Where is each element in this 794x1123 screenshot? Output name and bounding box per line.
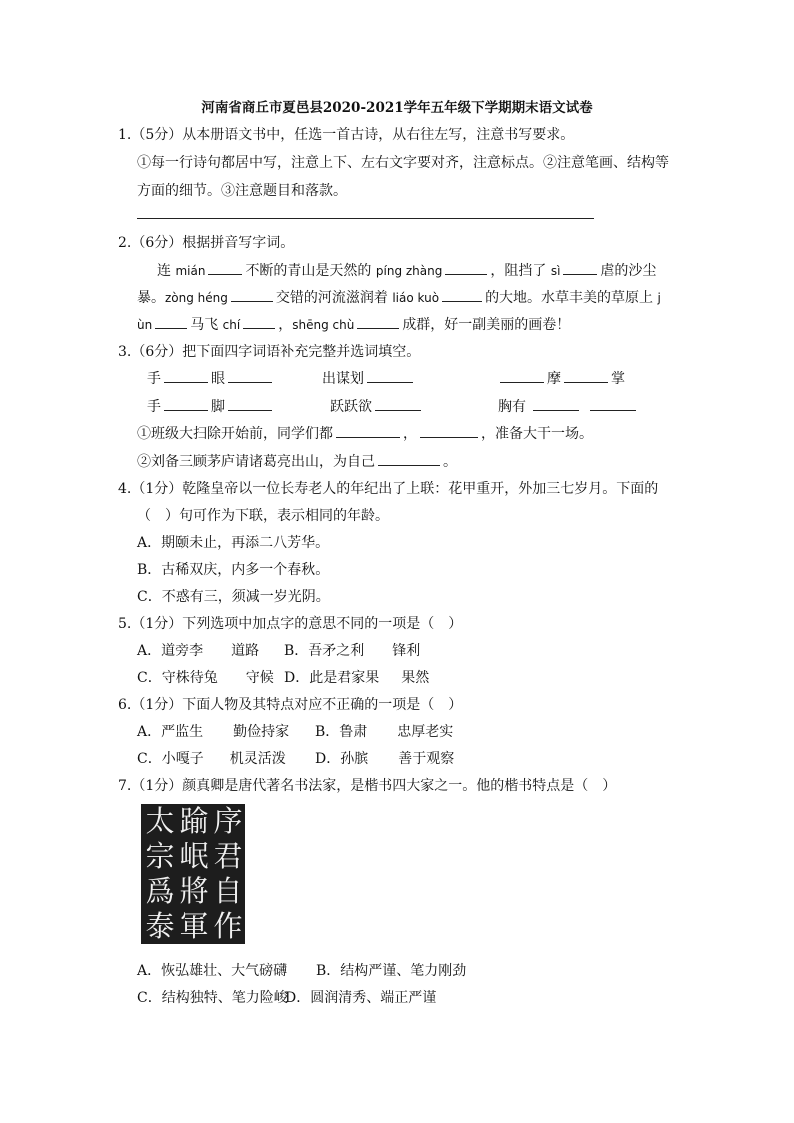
q3-stem: 3.（6分）把下面四字词语补充完整并选词填空。	[118, 344, 421, 360]
q4-stem: 4.（1分）乾隆皇帝以一位长寿老人的年纪出了上联：花甲重开，外加三七岁月。下面的	[118, 481, 659, 497]
q4-stem-line2: （ ）句可作为下联，表示相同的年龄。	[137, 508, 389, 524]
q6-option-c[interactable]	[137, 748, 286, 768]
idiom1-char2: 眼	[211, 371, 225, 387]
q6-option-a[interactable]	[137, 721, 289, 741]
idiom1-blank2[interactable]	[228, 368, 272, 383]
pinyin-si: sì	[550, 264, 561, 278]
q3-idiom-1	[147, 368, 275, 388]
pinyin-mian: mián	[175, 264, 206, 278]
q2-line2	[137, 287, 661, 307]
calligraphy-image	[141, 804, 245, 944]
q5-stem: 5.（1分）下列选项中加点字的意思不同的一项是（ ）	[118, 616, 463, 632]
blank-jun[interactable]	[155, 314, 187, 329]
q5-option-d[interactable]	[284, 667, 429, 687]
idiom3-char1: 摩	[547, 371, 561, 387]
pinyin-shengchu: shēng chù	[292, 318, 355, 332]
q3-idiom-2	[322, 368, 416, 388]
q2-l2-c: 的大地。水草丰美的草原上	[485, 290, 654, 306]
idiom1-blank1[interactable]	[164, 368, 208, 383]
q7-option-d[interactable]: D．圆润清秀、端正严谨	[285, 990, 437, 1006]
calligraphy-char: 太	[145, 804, 175, 838]
calligraphy-column-2	[177, 804, 211, 944]
q2-l1-b: 不断的青山是天然的	[245, 263, 372, 279]
q3-s2-blank[interactable]	[378, 451, 440, 466]
q2-l2-b: 交错的河流滋润着	[275, 290, 388, 306]
q3-s1-b: ，	[403, 426, 417, 442]
q5-option-c[interactable]	[137, 667, 274, 687]
q1-requirement-line1: ①每一行诗句都居中写，注意上下、左右文字要对齐，注意标点。②注意笔画、结构等	[137, 155, 669, 171]
idiom6-blank1[interactable]	[533, 396, 579, 411]
q6-b-trait: 忠厚老实	[397, 724, 454, 740]
q3-sentence-1	[137, 423, 593, 443]
idiom4-char2: 脚	[211, 399, 225, 415]
pinyin-zongheng: zòng héng	[165, 291, 228, 305]
idiom4-blank2[interactable]	[228, 396, 272, 411]
q3-s1-a: ①班级大扫除开始前，同学们都	[137, 426, 333, 442]
q6-stem: 6.（1分）下面人物及其特点对应不正确的一项是（ ）	[118, 697, 463, 713]
q2-l1-d: 虐的沙尘	[600, 263, 657, 279]
q6-b-person: B．鲁肃	[315, 724, 368, 740]
idiom3-char2: 掌	[611, 371, 625, 387]
calligraphy-char: 作	[213, 909, 243, 943]
q3-s1-c: ，准备大干一场。	[481, 426, 593, 442]
q7-option-c[interactable]: C．结构独特、笔力险峻	[137, 990, 288, 1006]
q5-c-text: C．守株待兔	[137, 670, 218, 686]
q6-c-person: C．小嘎子	[137, 751, 204, 767]
calligraphy-char: 序	[213, 804, 243, 838]
q5-b-text: B．吾矛之利	[284, 643, 365, 659]
q3-sentence-2	[137, 451, 457, 471]
q2-l3-b: ，	[278, 317, 293, 333]
q3-s2-a: ②刘备三顾茅庐请诸葛亮出山，为自己	[137, 454, 375, 470]
calligraphy-char: 岷	[179, 839, 209, 873]
calligraphy-column-3	[143, 804, 177, 944]
q3-idiom-4	[147, 396, 275, 416]
q3-s1-blank2[interactable]	[420, 423, 478, 438]
blank-mian[interactable]	[208, 260, 242, 275]
q5-d-text: D．此是君家果	[284, 670, 380, 686]
idiom2-text: 出谋划	[322, 371, 364, 387]
q2-l2-a: 暴。	[137, 290, 165, 306]
q2-l3-c: 成群，好一副美丽的画卷！	[402, 317, 571, 333]
calligraphy-column-1	[211, 804, 245, 944]
q3-s2-b: 。	[443, 454, 457, 470]
blank-shengchu[interactable]	[357, 314, 399, 329]
q5-a-text: A．道旁李	[137, 643, 204, 659]
q2-l1-a: 连	[157, 263, 176, 279]
calligraphy-char: 自	[213, 874, 243, 908]
calligraphy-char: 軍	[179, 909, 209, 943]
q7-option-a[interactable]: A．恢弘雄壮、大气磅礴	[137, 963, 288, 979]
q5-option-a[interactable]	[137, 640, 259, 660]
idiom5-blank[interactable]	[375, 396, 421, 411]
q2-l1-c: ，阻挡了	[490, 263, 547, 279]
q6-a-person: A．严监生	[137, 724, 204, 740]
q1-stem: 1.（5分）从本册语文书中，任选一首古诗，从右往左写，注意书写要求。	[118, 127, 575, 143]
idiom6-blank2[interactable]	[590, 396, 636, 411]
idiom3-blank2[interactable]	[564, 368, 608, 383]
exam-title: 河南省商丘市夏邑县2020-2021学年五年级下学期期末语文试卷	[201, 100, 593, 116]
q3-idiom-3	[497, 368, 625, 388]
q3-idiom-5	[330, 396, 424, 416]
idiom6-text: 胸有	[498, 399, 526, 415]
calligraphy-char: 將	[179, 874, 209, 908]
idiom4-char1: 手	[147, 399, 161, 415]
q6-c-trait: 机灵活泼	[229, 751, 286, 767]
q5-a-word: 道路	[231, 643, 260, 659]
calligraphy-char: 宗	[145, 839, 175, 873]
q7-stem: 7.（1分）颜真卿是唐代著名书法家，是楷书四大家之一。他的楷书特点是（ ）	[118, 778, 617, 794]
q5-option-b[interactable]	[284, 640, 420, 660]
q6-a-trait: 勤俭持家	[233, 724, 290, 740]
q1-requirement-line2: 方面的细节。③注意题目和落款。	[137, 183, 347, 199]
blank-si[interactable]	[563, 260, 597, 275]
pinyin-jun-part2: ùn	[137, 318, 153, 332]
q6-option-d[interactable]	[315, 748, 454, 768]
idiom1-char1: 手	[147, 371, 161, 387]
idiom5-text: 跃跃欲	[330, 399, 372, 415]
blank-chi[interactable]	[243, 314, 275, 329]
idiom3-blank1[interactable]	[500, 368, 544, 383]
q2-l3-a: 马飞	[190, 317, 219, 333]
pinyin-chi: chí	[222, 318, 241, 332]
q2-stem: 2.（6分）根据拼音写字词。	[118, 235, 295, 251]
q3-s1-blank1[interactable]	[336, 423, 400, 438]
q1-answer-line[interactable]	[137, 218, 594, 219]
pinyin-liaokuo: liáo kuò	[392, 291, 440, 305]
calligraphy-char: 爲	[145, 874, 175, 908]
q4-option-a[interactable]: A．期颐未止，再添二八芳华。	[137, 535, 330, 551]
q2-line1	[157, 260, 656, 280]
pinyin-pingzhang: píng zhàng	[375, 264, 443, 278]
q5-c-word: 守候	[245, 670, 274, 686]
blank-zongheng[interactable]	[231, 287, 273, 302]
idiom4-blank1[interactable]	[164, 396, 208, 411]
q6-d-person: D．孙膑	[315, 751, 369, 767]
q6-d-trait: 善于观察	[398, 751, 455, 767]
pinyin-jun-part1: j	[657, 291, 661, 305]
calligraphy-char: 君	[213, 839, 243, 873]
q4-option-c[interactable]: C．不惑有三，须减一岁光阴。	[137, 589, 330, 605]
q5-d-word: 果然	[401, 670, 430, 686]
calligraphy-char: 踰	[179, 804, 209, 838]
q3-idiom-6	[498, 396, 639, 416]
calligraphy-char: 泰	[145, 909, 175, 943]
q7-option-b[interactable]: B．结构严谨、笔力刚劲	[316, 963, 467, 979]
q4-option-b[interactable]: B．古稀双庆，内多一个春秋。	[137, 562, 330, 578]
q5-b-word: 锋利	[392, 643, 421, 659]
blank-liaokuo[interactable]	[442, 287, 482, 302]
q6-option-b[interactable]	[315, 721, 453, 741]
blank-pingzhang[interactable]	[445, 260, 487, 275]
idiom2-blank[interactable]	[367, 368, 413, 383]
q2-line3	[137, 314, 570, 334]
